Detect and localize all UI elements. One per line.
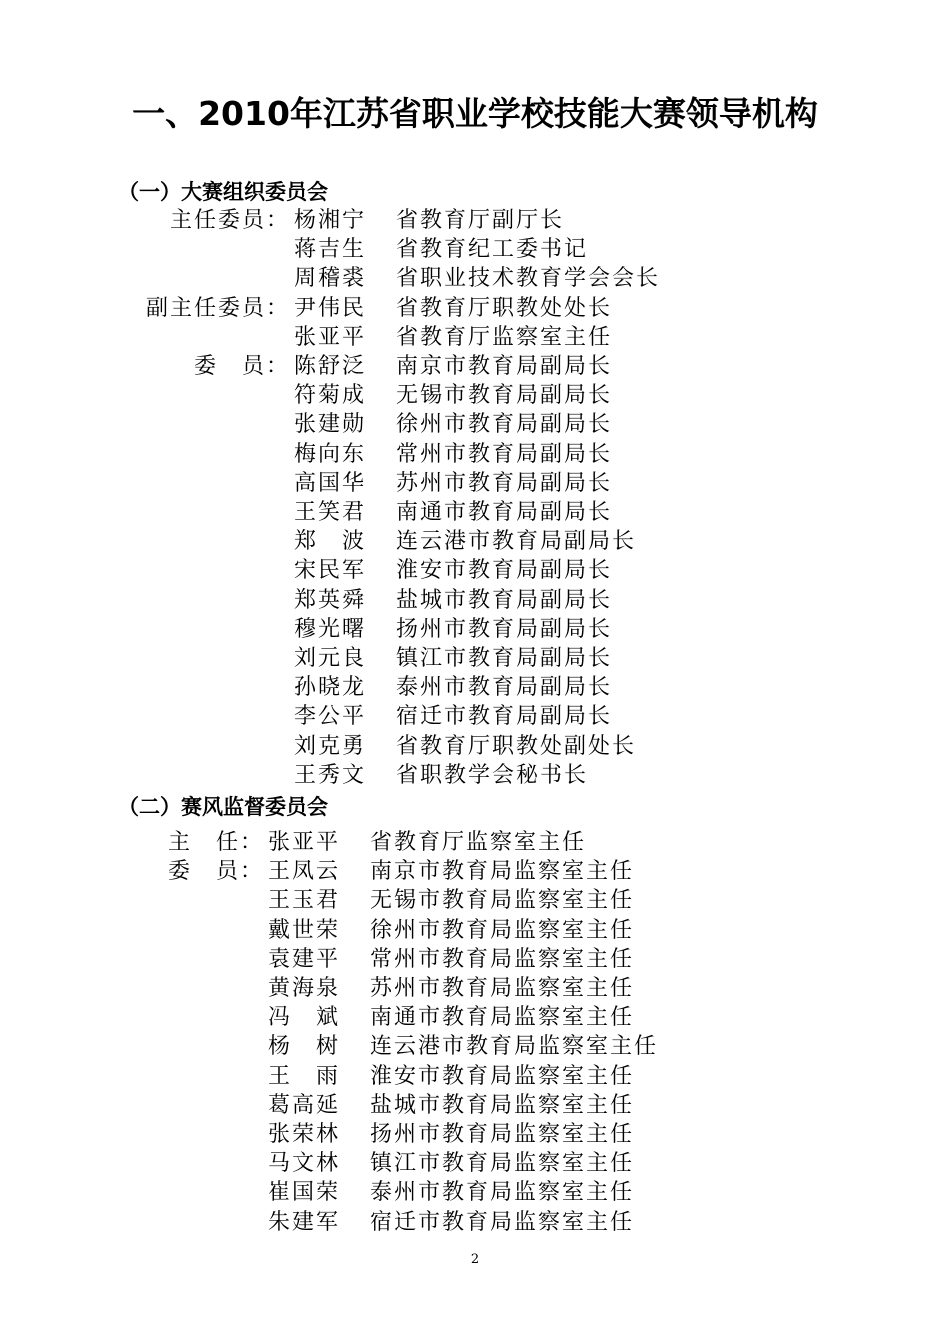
member-name: 张亚平 bbox=[268, 830, 341, 855]
list-item bbox=[0, 644, 950, 673]
member-position: 连云港市教育局监察室主任 bbox=[370, 1034, 659, 1060]
list-item bbox=[0, 945, 950, 974]
list-item bbox=[0, 206, 950, 235]
member-position: 镇江市教育局监察室主任 bbox=[370, 1151, 635, 1177]
member-name: 高国华 bbox=[294, 470, 367, 496]
member-position: 常州市教育局监察室主任 bbox=[370, 946, 635, 972]
member-name: 张建勋 bbox=[294, 412, 367, 438]
list-item bbox=[0, 732, 950, 761]
member-position: 南通市教育局监察室主任 bbox=[370, 1005, 635, 1031]
member-position: 宿迁市教育局副局长 bbox=[396, 704, 613, 730]
member-position: 盐城市教育局副局长 bbox=[396, 587, 613, 613]
list-item bbox=[0, 673, 950, 702]
member-position: 省教育厅职教处副处长 bbox=[396, 733, 637, 759]
list-item bbox=[0, 916, 950, 945]
list-item bbox=[0, 586, 950, 615]
member-name: 戴世荣 bbox=[268, 917, 341, 943]
member-position: 苏州市教育局监察室主任 bbox=[370, 976, 635, 1001]
list-item bbox=[0, 1120, 950, 1149]
member-name: 陈舒泛 bbox=[294, 354, 367, 379]
member-name: 梅向东 bbox=[294, 441, 367, 467]
section-heading-supervision-committee: （二）赛风监督委员会 bbox=[118, 795, 328, 819]
page-number: 2 bbox=[470, 1252, 480, 1267]
member-position: 常州市教育局副局长 bbox=[396, 441, 613, 467]
member-role: 委 员： bbox=[193, 354, 290, 379]
member-role: 委 员： bbox=[167, 859, 264, 885]
member-position: 泰州市教育局副局长 bbox=[396, 675, 613, 701]
list-item bbox=[0, 235, 950, 264]
member-name: 杨 树 bbox=[268, 1034, 341, 1060]
list-item bbox=[0, 527, 950, 556]
member-name: 冯 斌 bbox=[268, 1005, 341, 1031]
member-name: 杨湘宁 bbox=[294, 208, 367, 233]
member-name: 王秀文 bbox=[294, 762, 367, 788]
list-item bbox=[0, 498, 950, 527]
member-name: 黄海泉 bbox=[268, 976, 341, 1001]
member-position: 无锡市教育局副局长 bbox=[396, 383, 613, 409]
member-name: 宋民军 bbox=[294, 558, 367, 584]
member-position: 省教育厅职教处处长 bbox=[396, 295, 613, 321]
list-item bbox=[0, 1091, 950, 1120]
member-position: 省教育厅副厅长 bbox=[396, 208, 565, 233]
member-name: 王玉君 bbox=[268, 888, 341, 914]
member-name: 王笑君 bbox=[294, 500, 367, 525]
section-heading-organizing-committee: （一）大赛组织委员会 bbox=[118, 180, 328, 204]
list-item bbox=[0, 886, 950, 915]
list-item bbox=[0, 1032, 950, 1061]
member-name: 郑 波 bbox=[294, 529, 367, 555]
member-position: 南京市教育局副局长 bbox=[396, 354, 613, 379]
member-position: 淮安市教育局监察室主任 bbox=[370, 1063, 635, 1089]
member-position: 扬州市教育局监察室主任 bbox=[370, 1122, 635, 1147]
member-position: 淮安市教育局副局长 bbox=[396, 558, 613, 584]
list-item bbox=[0, 828, 950, 857]
member-name: 袁建平 bbox=[268, 946, 341, 972]
member-name: 周稽裘 bbox=[294, 266, 367, 292]
member-name: 刘克勇 bbox=[294, 733, 367, 759]
list-item bbox=[0, 556, 950, 585]
list-item bbox=[0, 469, 950, 498]
member-name: 郑英舜 bbox=[294, 587, 367, 613]
member-position: 宿迁市教育局监察室主任 bbox=[370, 1209, 635, 1235]
member-name: 蒋吉生 bbox=[294, 237, 367, 263]
member-position: 省职业技术教育学会会长 bbox=[396, 266, 661, 292]
member-name: 李公平 bbox=[294, 704, 367, 730]
member-name: 刘元良 bbox=[294, 646, 367, 671]
member-role: 副主任委员： bbox=[145, 295, 290, 321]
page-title: 一、2010年江苏省职业学校技能大赛领导机构 bbox=[132, 94, 818, 133]
member-position: 南通市教育局副局长 bbox=[396, 500, 613, 525]
member-position: 连云港市教育局副局长 bbox=[396, 529, 637, 555]
list-item bbox=[0, 352, 950, 381]
member-name: 张亚平 bbox=[294, 324, 367, 350]
list-item bbox=[0, 761, 950, 790]
member-position: 无锡市教育局监察室主任 bbox=[370, 888, 635, 914]
member-role: 主 任： bbox=[167, 830, 264, 855]
member-position: 省职教学会秘书长 bbox=[396, 762, 589, 788]
list-item bbox=[0, 410, 950, 439]
member-position: 泰州市教育局监察室主任 bbox=[370, 1180, 635, 1206]
member-name: 穆光曙 bbox=[294, 616, 367, 642]
list-item bbox=[0, 974, 950, 1003]
list-item bbox=[0, 264, 950, 293]
member-name: 张荣林 bbox=[268, 1122, 341, 1147]
list-item bbox=[0, 1003, 950, 1032]
member-position: 南京市教育局监察室主任 bbox=[370, 859, 635, 885]
list-item bbox=[0, 1208, 950, 1237]
list-item bbox=[0, 1178, 950, 1207]
list-item bbox=[0, 702, 950, 731]
member-name: 孙晓龙 bbox=[294, 675, 367, 701]
member-position: 省教育纪工委书记 bbox=[396, 237, 589, 263]
member-role: 主任委员： bbox=[169, 208, 290, 233]
member-position: 省教育厅监察室主任 bbox=[370, 830, 587, 855]
list-item bbox=[0, 1149, 950, 1178]
member-name: 尹伟民 bbox=[294, 295, 367, 321]
member-name: 朱建军 bbox=[268, 1209, 341, 1235]
list-item bbox=[0, 615, 950, 644]
member-position: 徐州市教育局副局长 bbox=[396, 412, 613, 438]
member-position: 盐城市教育局监察室主任 bbox=[370, 1092, 635, 1118]
member-name: 符菊成 bbox=[294, 383, 367, 409]
member-position: 苏州市教育局副局长 bbox=[396, 470, 613, 496]
member-name: 王 雨 bbox=[268, 1063, 341, 1089]
list-item bbox=[0, 857, 950, 886]
member-position: 扬州市教育局副局长 bbox=[396, 616, 613, 642]
list-item bbox=[0, 294, 950, 323]
list-item bbox=[0, 1062, 950, 1091]
member-name: 葛高延 bbox=[268, 1092, 341, 1118]
member-name: 崔国荣 bbox=[268, 1180, 341, 1206]
list-item bbox=[0, 440, 950, 469]
member-position: 省教育厅监察室主任 bbox=[396, 324, 613, 350]
list-item bbox=[0, 323, 950, 352]
member-position: 镇江市教育局副局长 bbox=[396, 646, 613, 671]
list-item bbox=[0, 381, 950, 410]
member-name: 马文林 bbox=[268, 1151, 341, 1177]
member-position: 徐州市教育局监察室主任 bbox=[370, 917, 635, 943]
member-name: 王凤云 bbox=[268, 859, 341, 885]
